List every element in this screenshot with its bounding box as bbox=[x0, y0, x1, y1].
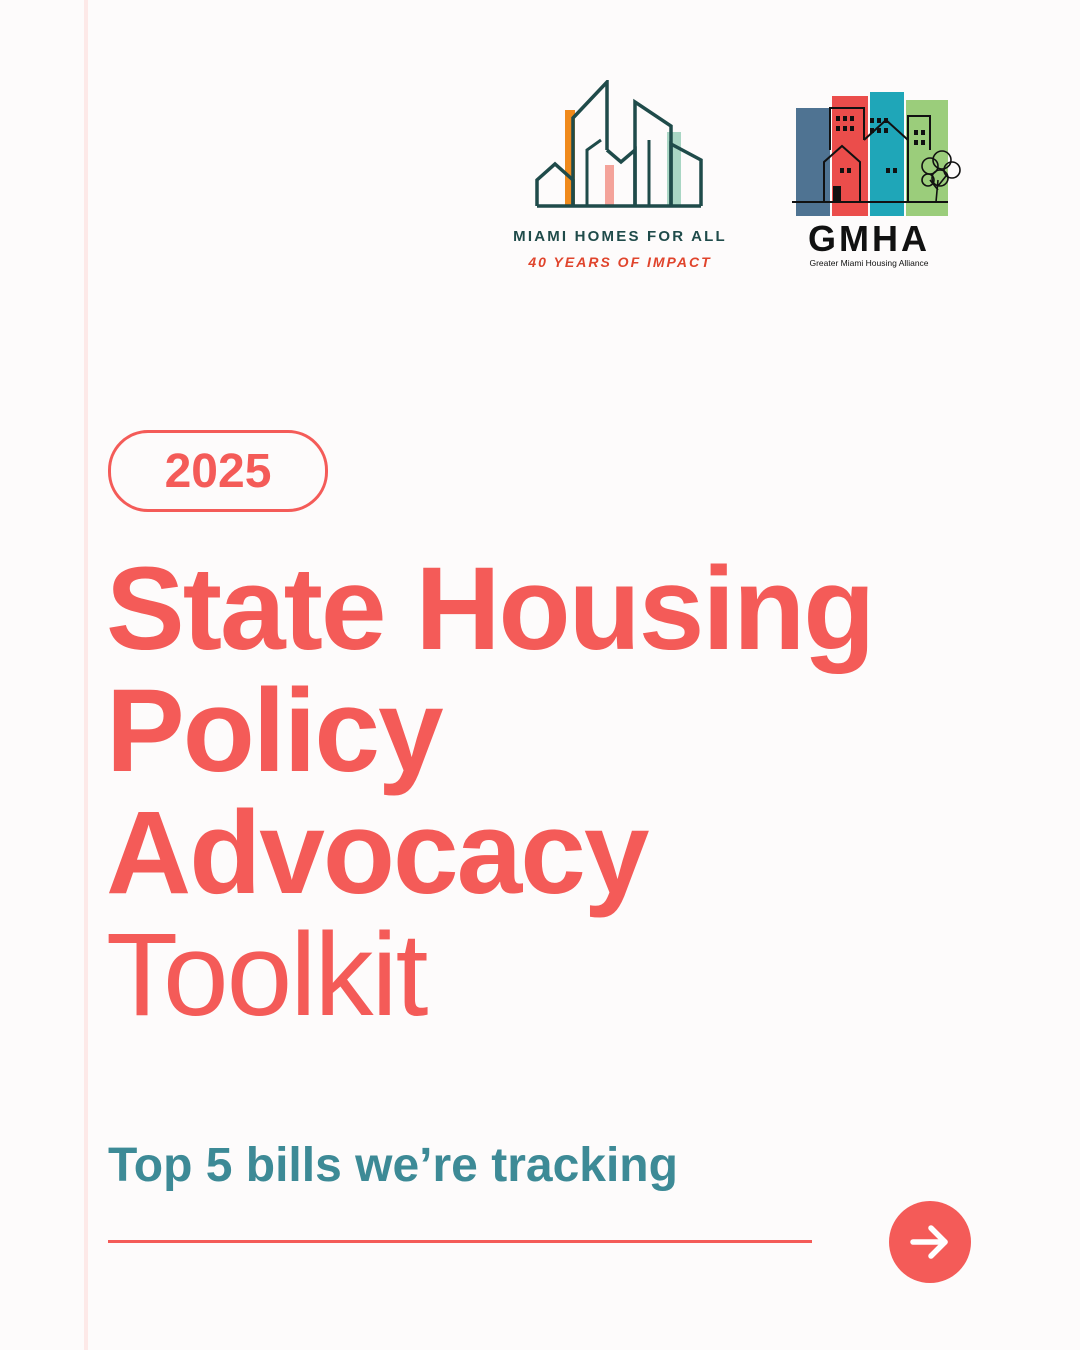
mhfa-logo-tagline: 40 YEARS OF IMPACT bbox=[528, 254, 712, 270]
divider-line bbox=[108, 1240, 812, 1243]
gmha-logo bbox=[790, 90, 970, 280]
year-badge: 2025 bbox=[108, 430, 328, 512]
gmha-buildings-icon bbox=[790, 90, 970, 218]
subtitle: Top 5 bills we’re tracking bbox=[108, 1139, 678, 1192]
gmha-logo-abbreviation: GMHA bbox=[808, 218, 930, 259]
mhfa-buildings-icon bbox=[535, 80, 705, 210]
title-line-4: Toolkit bbox=[106, 909, 427, 1041]
mhfa-logo-name: MIAMI HOMES FOR ALL bbox=[513, 228, 727, 245]
gmha-logo-full-name: Greater Miami Housing Alliance bbox=[809, 258, 929, 268]
page-title bbox=[106, 543, 1006, 1041]
title-line-2: Policy bbox=[106, 665, 442, 797]
arrow-right-icon bbox=[907, 1222, 953, 1262]
title-line-1: State Housing bbox=[106, 543, 874, 675]
left-border-rule bbox=[84, 0, 88, 1350]
title-line-3: Advocacy bbox=[106, 787, 648, 919]
next-button[interactable] bbox=[889, 1201, 971, 1283]
miami-homes-for-all-logo bbox=[490, 80, 750, 280]
